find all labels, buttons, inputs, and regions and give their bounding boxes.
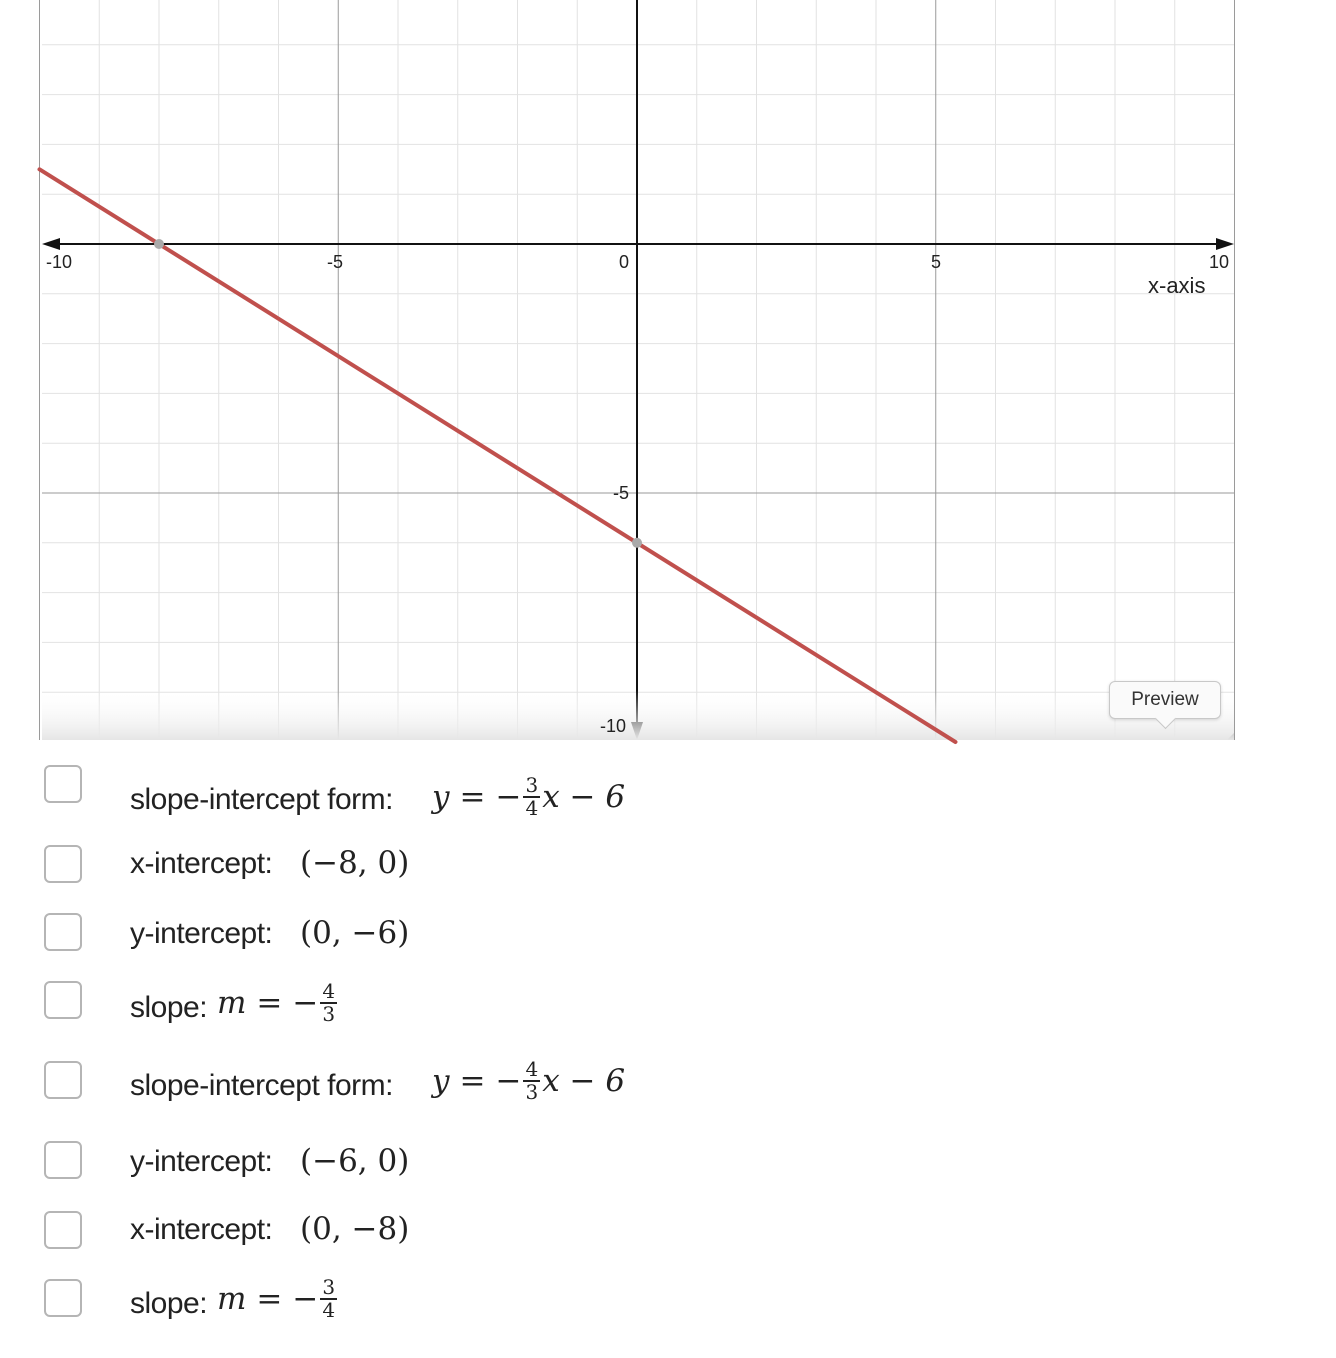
numerator: 4 — [322, 979, 336, 1003]
option-checkbox[interactable] — [44, 1279, 82, 1317]
option-label: y-intercept: — [130, 917, 273, 950]
option-y-intercept-b[interactable] — [0, 1133, 800, 1193]
denominator: 3 — [322, 1002, 336, 1026]
option-checkbox[interactable] — [44, 1211, 82, 1249]
denominator: 4 — [525, 796, 539, 820]
option-label: slope-intercept form: — [130, 783, 393, 816]
equals-sign: = — [459, 779, 486, 815]
option-slope-intercept-b[interactable] — [0, 1053, 800, 1113]
intercept-point — [154, 239, 164, 249]
numerator: 3 — [525, 773, 539, 797]
bottom-fade — [42, 690, 1234, 740]
option-math — [217, 981, 339, 1025]
option-checkbox[interactable] — [44, 1141, 82, 1179]
option-math: (−8, 0) — [300, 845, 410, 881]
y-tick-label: -5 — [613, 483, 630, 503]
option-checkbox[interactable] — [44, 845, 82, 883]
option-math: (−6, 0) — [300, 1143, 410, 1179]
option-x-intercept-b[interactable] — [0, 1203, 800, 1263]
preview-button[interactable]: Preview — [1109, 681, 1221, 719]
x-axis-arrow-left — [42, 238, 60, 250]
option-label: x-intercept: — [130, 847, 273, 880]
equals-sign: = — [256, 985, 283, 1021]
option-checkbox[interactable] — [44, 1061, 82, 1099]
math-variable: y — [432, 779, 450, 815]
numerator: 3 — [322, 1275, 336, 1299]
fraction — [523, 775, 540, 819]
option-checkbox[interactable] — [44, 765, 82, 803]
denominator: 3 — [525, 1080, 539, 1104]
option-math — [432, 1059, 625, 1103]
x-tick-label: -5 — [327, 252, 344, 272]
option-label: slope: — [130, 991, 208, 1024]
x-tick-label: 10 — [1209, 252, 1230, 272]
option-y-intercept-a[interactable] — [0, 905, 800, 965]
math-variable: m — [217, 985, 247, 1021]
option-label: slope-intercept form: — [130, 1069, 393, 1102]
option-math — [432, 775, 625, 819]
x-axis-title: x-axis — [1148, 273, 1206, 298]
plotted-line — [40, 169, 956, 742]
option-label: x-intercept: — [130, 1213, 273, 1246]
option-x-intercept-a[interactable] — [0, 835, 800, 895]
y-tick-label: -10 — [600, 716, 627, 736]
equals-sign: = — [459, 1063, 486, 1099]
line-segment — [40, 169, 956, 742]
x-tick-label: 5 — [931, 252, 942, 272]
minus-sign: − — [495, 1063, 522, 1099]
option-math: (0, −6) — [300, 915, 410, 951]
option-slope-b[interactable] — [0, 1271, 800, 1331]
equals-sign: = — [256, 1281, 283, 1317]
minus-sign: − — [292, 1281, 319, 1317]
x-tick-label: -10 — [46, 252, 73, 272]
denominator: 4 — [322, 1298, 336, 1322]
option-checkbox[interactable] — [44, 913, 82, 951]
math-variable: m — [217, 1281, 247, 1317]
option-slope-intercept-a[interactable] — [0, 757, 800, 820]
minus-sign: − — [292, 985, 319, 1021]
intercept-point — [632, 538, 642, 548]
fraction — [523, 1059, 540, 1103]
x-tick-label: 0 — [619, 252, 630, 272]
x-axis-arrow-right — [1216, 238, 1234, 250]
math-rest: x − 6 — [542, 1063, 626, 1099]
fraction — [320, 981, 337, 1025]
option-math — [217, 1277, 339, 1321]
option-checkbox[interactable] — [44, 981, 82, 1019]
option-label: y-intercept: — [130, 1145, 273, 1178]
minus-sign: − — [495, 779, 522, 815]
math-variable: y — [432, 1063, 450, 1099]
math-rest: x − 6 — [542, 779, 626, 815]
numerator: 4 — [525, 1057, 539, 1081]
option-label: slope: — [130, 1287, 208, 1320]
fraction — [320, 1277, 337, 1321]
option-slope-a[interactable] — [0, 973, 800, 1033]
option-math: (0, −8) — [300, 1211, 410, 1247]
